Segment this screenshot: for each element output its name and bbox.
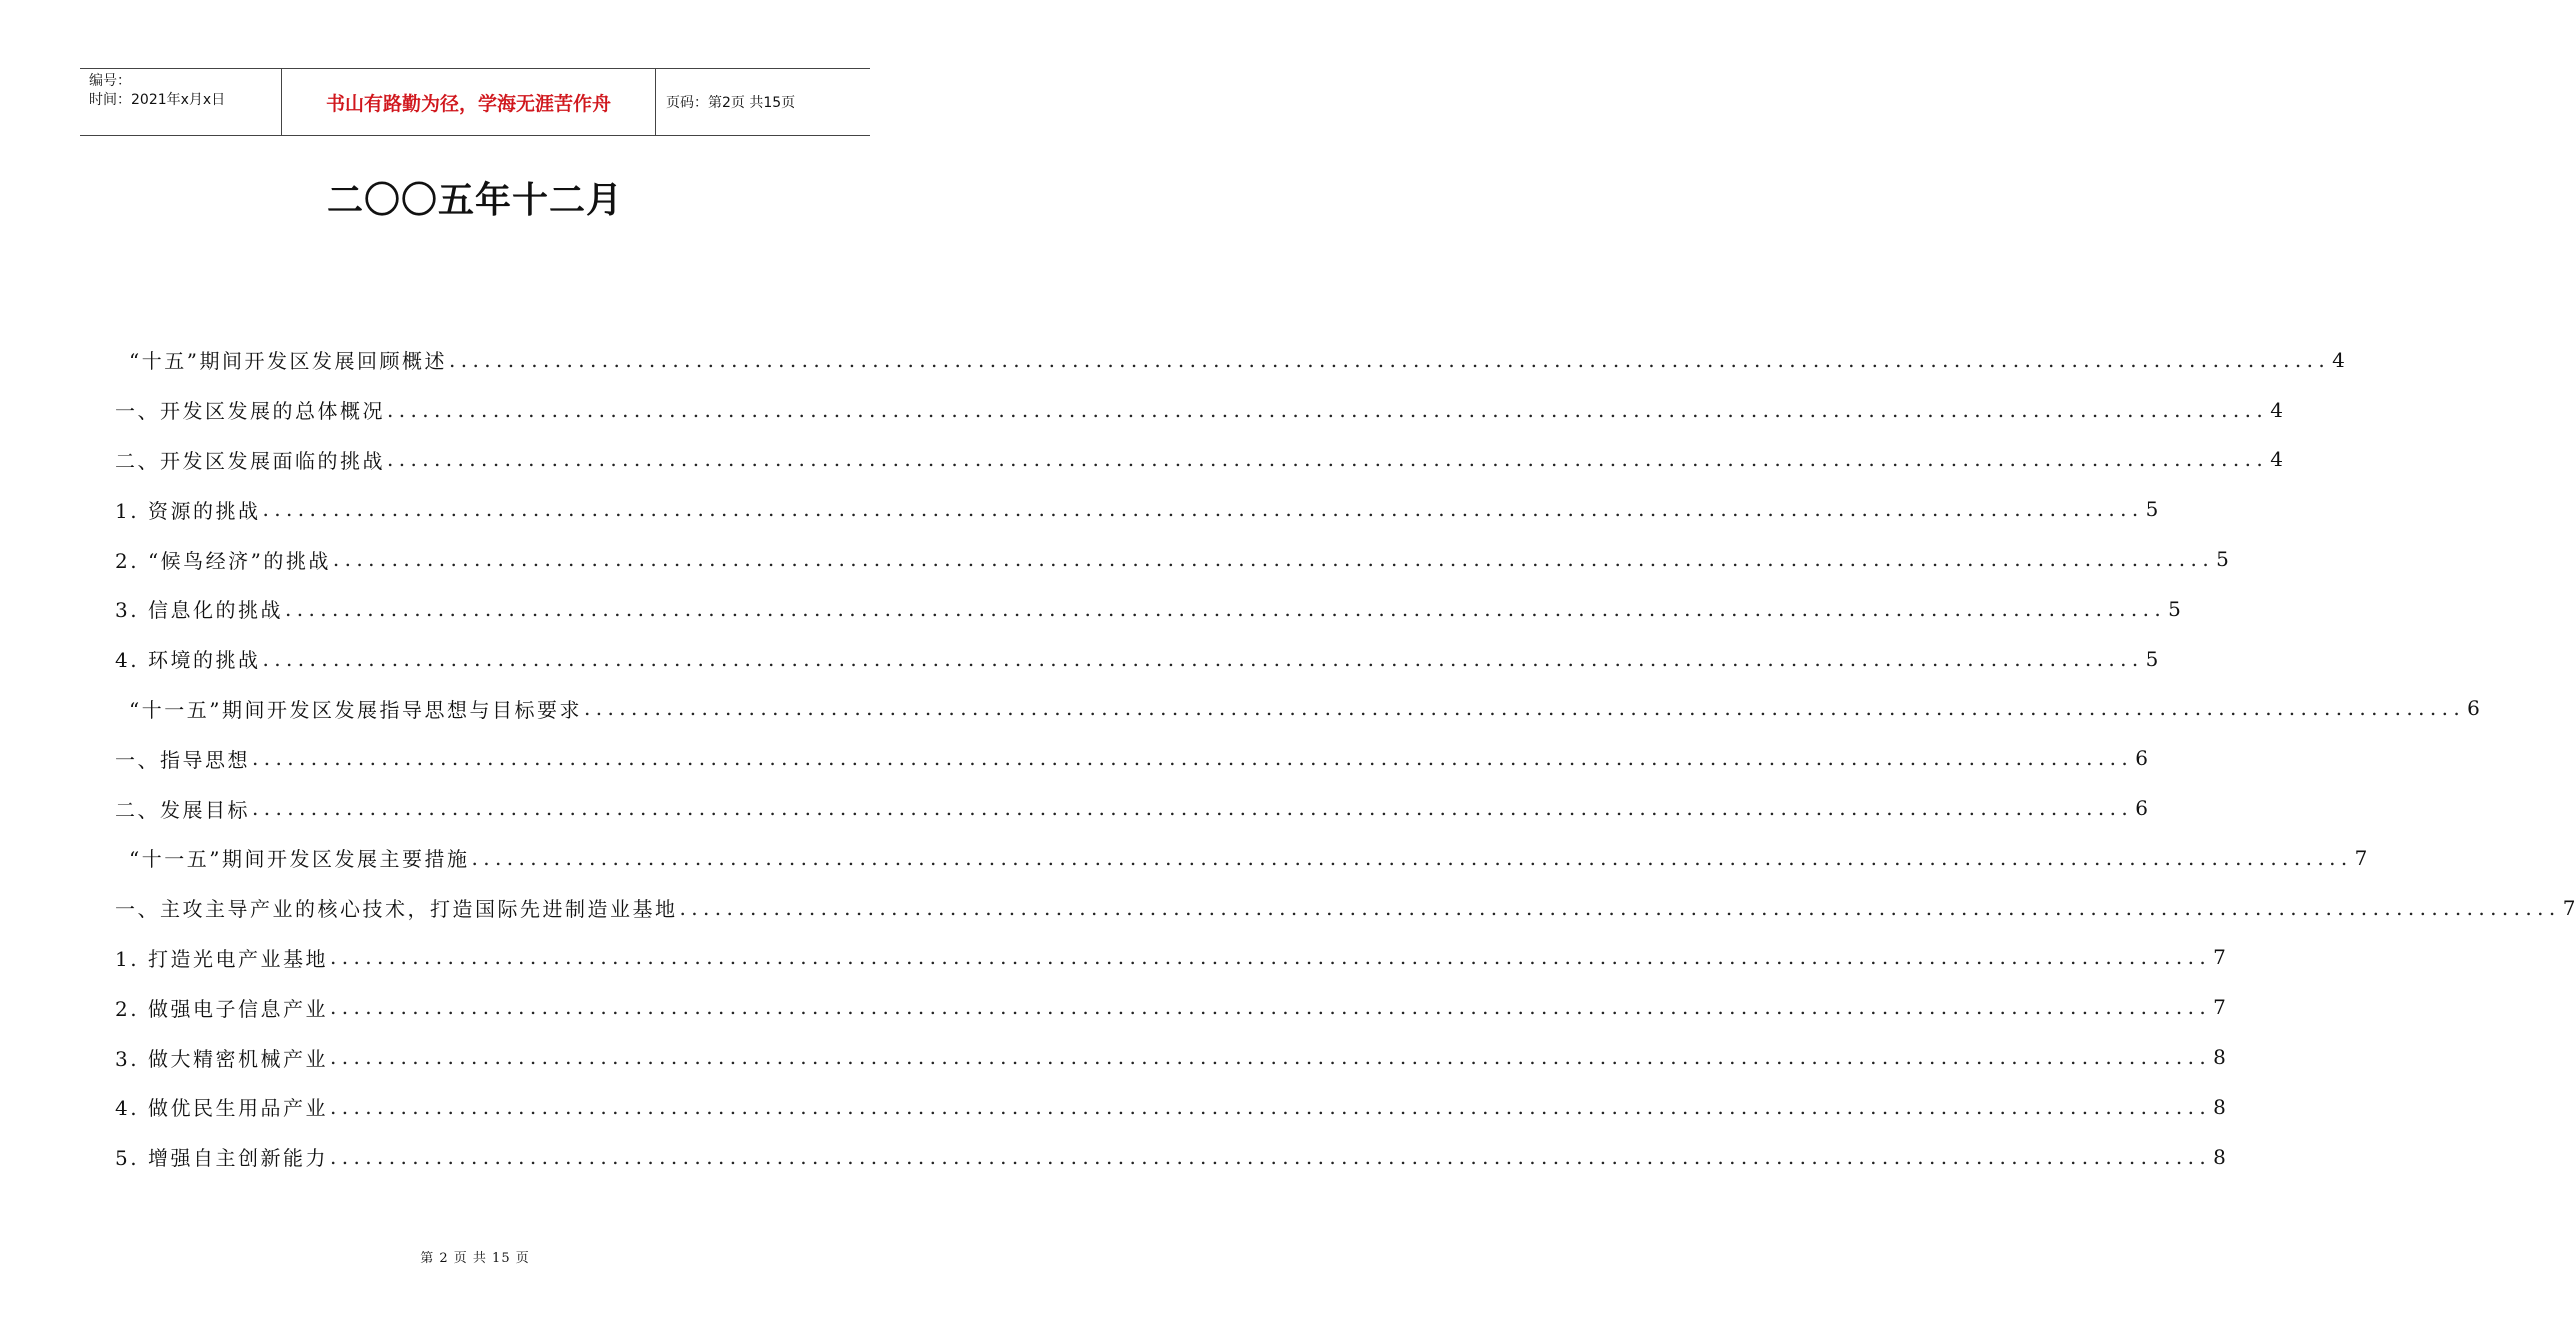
toc-entry-page: 6: [2467, 696, 2480, 721]
toc-entry[interactable]: [115, 733, 2148, 783]
toc-dot-leader: ................................................................................................................................................................: [387, 447, 2269, 472]
toc-entry[interactable]: [115, 385, 2283, 435]
toc-entry[interactable]: [115, 484, 2159, 534]
toc-dot-leader: ................................................................................................................................................................: [448, 347, 2331, 372]
header-meta: [80, 69, 282, 135]
toc-entry[interactable]: [115, 1132, 2226, 1182]
toc-entry-title: 2. “候鸟经济”的挑战: [115, 548, 331, 573]
toc-entry-title: 一、主攻主导产业的核心技术，打造国际先进制造业基地: [115, 897, 678, 922]
toc-dot-leader: ................................................................................................................................................................: [329, 945, 2212, 970]
toc-entry-title: 1. 打造光电产业基地: [115, 946, 328, 971]
toc-entry-page: 8: [2213, 1094, 2226, 1119]
toc-dot-leader: ................................................................................................................................................................: [252, 796, 2134, 821]
toc-dot-leader: ................................................................................................................................................................: [252, 746, 2134, 771]
toc-entry[interactable]: [115, 634, 2159, 684]
toc-entry-title: 一、开发区发展的总体概况: [115, 399, 385, 424]
toc-entry-title: “十一五”期间开发区发展指导思想与目标要求: [129, 697, 582, 722]
toc-entry[interactable]: [115, 833, 2368, 883]
toc-entry-page: 8: [2213, 1144, 2226, 1169]
toc-dot-leader: ................................................................................................................................................................: [329, 1144, 2212, 1169]
toc-entry-title: “十一五”期间开发区发展主要措施: [129, 847, 470, 872]
toc-entry[interactable]: [115, 783, 2148, 833]
header-time-label: 时间：2021年x月x日: [89, 92, 226, 108]
toc-entry-title: 二、发展目标: [115, 797, 250, 822]
header-motto: 书山有路勤为径，学海无涯苦作舟: [282, 69, 656, 135]
toc-entry-page: 4: [2332, 347, 2345, 372]
toc-entry[interactable]: [115, 883, 2575, 933]
toc-entry-title: 一、指导思想: [115, 747, 250, 772]
toc-entry[interactable]: [115, 534, 2229, 584]
toc-entry-title: 2. 做强电子信息产业: [115, 996, 328, 1021]
toc-entry[interactable]: [115, 933, 2226, 983]
toc-dot-leader: ................................................................................................................................................................: [471, 845, 2353, 870]
page-footer: 第 2 页 共 15 页: [420, 1251, 530, 1266]
toc-entry-title: 5. 增强自主创新能力: [115, 1146, 328, 1171]
table-of-contents: [115, 335, 2575, 1182]
toc-entry-page: 7: [2213, 945, 2226, 970]
toc-entry-page: 6: [2135, 796, 2148, 821]
toc-dot-leader: ................................................................................................................................................................: [329, 1045, 2212, 1070]
toc-entry-title: 二、开发区发展面临的挑战: [115, 448, 385, 473]
toc-dot-leader: ................................................................................................................................................................: [387, 397, 2269, 422]
toc-entry-page: 7: [2562, 895, 2575, 920]
toc-dot-leader: ................................................................................................................................................................: [329, 995, 2212, 1020]
toc-entry[interactable]: [115, 435, 2283, 485]
header-page-info: 页码：第2页 共15页: [666, 95, 796, 111]
toc-entry-title: 4. 环境的挑战: [115, 648, 261, 673]
header-number-label: 编号：: [89, 73, 131, 89]
toc-entry-title: 4. 做优民生用品产业: [115, 1096, 328, 1121]
toc-entry-page: 5: [2145, 646, 2159, 671]
toc-entry-page: 5: [2216, 547, 2229, 572]
toc-entry[interactable]: [115, 684, 2480, 734]
toc-entry-page: 6: [2135, 746, 2148, 771]
toc-entry-page: 5: [2168, 596, 2181, 621]
toc-dot-leader: ................................................................................................................................................................: [583, 696, 2466, 721]
toc-entry-page: 5: [2145, 497, 2159, 522]
toc-entry-page: 8: [2213, 1045, 2226, 1070]
page-header: [80, 68, 870, 136]
toc-entry-title: 3. 做大精密机械产业: [115, 1046, 328, 1071]
document-title: 二〇〇五年十二月: [326, 180, 623, 221]
toc-entry-page: 4: [2270, 397, 2283, 422]
toc-entry-title: 3. 信息化的挑战: [115, 598, 283, 623]
toc-entry[interactable]: [115, 584, 2181, 634]
toc-dot-leader: ................................................................................................................................................................: [262, 497, 2144, 522]
toc-dot-leader: ................................................................................................................................................................: [284, 596, 2167, 621]
toc-entry[interactable]: [115, 1032, 2226, 1082]
toc-entry-page: 4: [2270, 447, 2283, 472]
toc-entry[interactable]: [115, 1082, 2226, 1132]
toc-dot-leader: ................................................................................................................................................................: [679, 895, 2561, 920]
toc-entry-page: 7: [2213, 995, 2226, 1020]
toc-dot-leader: ................................................................................................................................................................: [332, 547, 2215, 572]
toc-entry[interactable]: [115, 335, 2345, 385]
toc-dot-leader: ................................................................................................................................................................: [262, 646, 2144, 671]
toc-entry-title: 1. 资源的挑战: [115, 498, 261, 523]
toc-entry-title: “十五”期间开发区发展回顾概述: [129, 349, 447, 374]
toc-dot-leader: ................................................................................................................................................................: [329, 1094, 2212, 1119]
toc-entry[interactable]: [115, 982, 2226, 1032]
toc-entry-page: 7: [2354, 845, 2368, 870]
